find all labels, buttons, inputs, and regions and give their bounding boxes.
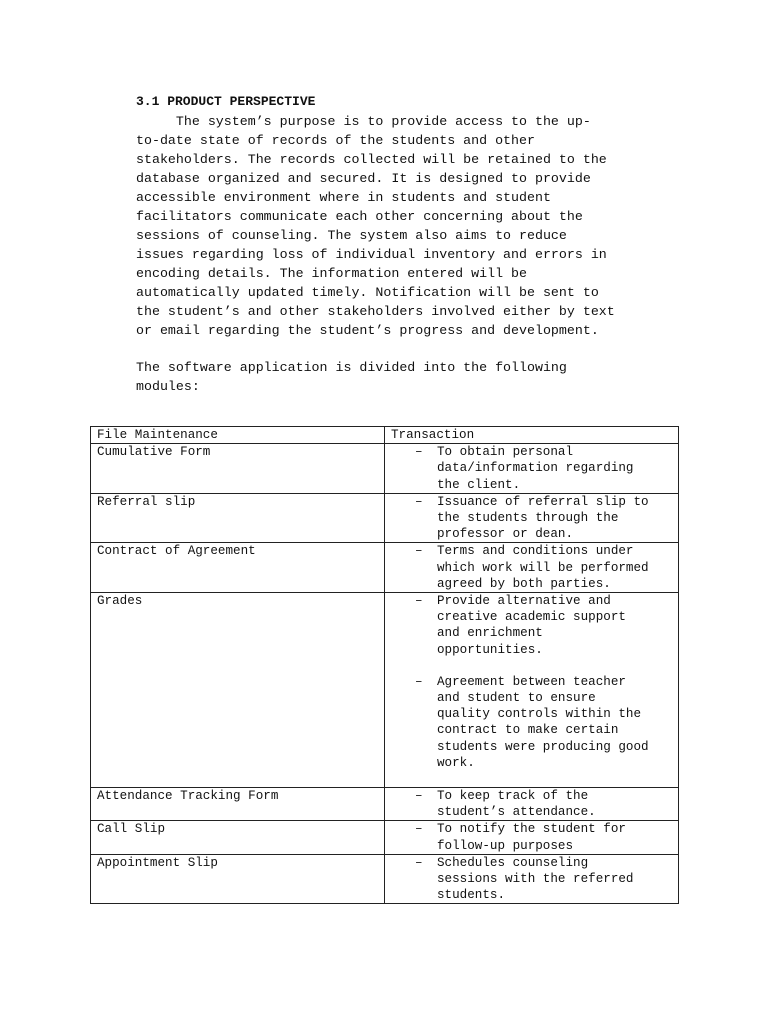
transaction-text-line: Provide alternative and <box>437 594 611 609</box>
module-name-cell <box>91 854 385 904</box>
paragraph-line: the student’s and other stakeholders involved either by text <box>136 304 615 319</box>
transaction-cell <box>385 493 679 543</box>
bullet-dash-icon: – <box>415 494 423 509</box>
paragraph-line: stakeholders. The records collected will be retained to the <box>136 152 607 167</box>
transaction-bullet <box>391 593 672 658</box>
table-row <box>91 543 679 593</box>
bullet-dash-icon: – <box>415 674 423 689</box>
modules-intro-paragraph <box>136 358 676 396</box>
module-name: Call Slip <box>97 822 166 837</box>
purpose-paragraph <box>136 112 676 340</box>
bullet-dash-icon: – <box>415 445 423 460</box>
paragraph-line: sessions of counseling. The system also aims to reduce <box>136 228 567 243</box>
paragraph-line: modules: <box>136 379 200 394</box>
module-name-cell <box>91 444 385 494</box>
paragraph-line: database organized and secured. It is designed to provide <box>136 171 591 186</box>
transaction-bullet <box>391 494 672 543</box>
module-name-cell <box>91 493 385 543</box>
transaction-text-line: data/information regarding <box>437 461 634 476</box>
transaction-text-line: Schedules counseling <box>437 855 589 870</box>
module-name-cell <box>91 593 385 788</box>
module-name-cell <box>91 788 385 821</box>
table-row <box>91 788 679 821</box>
transaction-bullet <box>391 788 672 820</box>
paragraph-line: to-date state of records of the students and other <box>136 133 535 148</box>
paragraph-line: accessible environment where in students and student <box>136 190 551 205</box>
module-name: Attendance Tracking Form <box>97 789 279 804</box>
transaction-text-line: students. <box>437 888 506 903</box>
paragraph-line: The system’s purpose is to provide access to the up- <box>136 114 591 129</box>
table-row <box>91 444 679 494</box>
transaction-bullet <box>391 543 672 592</box>
header-transaction: Transaction <box>385 427 679 444</box>
module-name: Appointment Slip <box>97 855 218 870</box>
modules-table <box>90 426 679 904</box>
transaction-text-line: To keep track of the <box>437 789 589 804</box>
transaction-text-line: work. <box>437 755 475 770</box>
table-row <box>91 854 679 904</box>
transaction-text-line: follow-up purposes <box>437 838 574 853</box>
paragraph-line: or email regarding the student’s progress and development. <box>136 323 599 338</box>
transaction-cell <box>385 444 679 494</box>
transaction-text-line: students were producing good <box>437 739 649 754</box>
table-row <box>91 493 679 543</box>
table-row <box>91 593 679 788</box>
transaction-text-line: Agreement between teacher <box>437 674 626 689</box>
transaction-cell <box>385 593 679 788</box>
transaction-text-line: sessions with the referred <box>437 872 634 887</box>
transaction-bullet <box>391 674 672 771</box>
transaction-text-line: Terms and conditions under <box>437 544 634 559</box>
module-name: Cumulative Form <box>97 445 211 460</box>
transaction-text-line: contract to make certain <box>437 723 619 738</box>
paragraph-line: facilitators communicate each other concerning about the <box>136 209 583 224</box>
transaction-text-line: the client. <box>437 477 521 492</box>
module-name: Contract of Agreement <box>97 544 256 559</box>
transaction-cell <box>385 854 679 904</box>
bullet-dash-icon: – <box>415 855 423 870</box>
transaction-cell <box>385 821 679 854</box>
transaction-text-line: Issuance of referral slip to <box>437 494 649 509</box>
transaction-text-line: and student to ensure <box>437 691 596 706</box>
transaction-text-line: student’s attendance. <box>437 805 596 820</box>
bullet-dash-icon: – <box>415 789 423 804</box>
paragraph-line: The software application is divided into the following <box>136 360 567 375</box>
section-heading: 3.1 PRODUCT PERSPECTIVE <box>136 94 316 109</box>
transaction-text-line: which work will be performed <box>437 560 649 575</box>
transaction-text-line: To obtain personal <box>437 445 574 460</box>
transaction-bullet <box>391 444 672 493</box>
transaction-text-line: agreed by both parties. <box>437 576 611 591</box>
table-row <box>91 821 679 854</box>
transaction-text-line: creative academic support <box>437 610 626 625</box>
module-name-cell <box>91 543 385 593</box>
transaction-text-line: and enrichment <box>437 626 543 641</box>
paragraph-line: automatically updated timely. Notification will be sent to <box>136 285 599 300</box>
bullet-dash-icon: – <box>415 594 423 609</box>
transaction-text-line: To notify the student for <box>437 822 626 837</box>
module-name: Referral slip <box>97 494 196 509</box>
bullet-dash-icon: – <box>415 822 423 837</box>
transaction-bullet <box>391 855 672 904</box>
paragraph-line: issues regarding loss of individual inventory and errors in <box>136 247 607 262</box>
transaction-cell <box>385 788 679 821</box>
transaction-bullet <box>391 821 672 853</box>
transaction-text-line: opportunities. <box>437 642 543 657</box>
module-name: Grades <box>97 594 143 609</box>
paragraph-line: encoding details. The information entered will be <box>136 266 527 281</box>
transaction-text-line: the students through the <box>437 511 619 526</box>
module-name-cell <box>91 821 385 854</box>
bullet-dash-icon: – <box>415 544 423 559</box>
transaction-cell <box>385 543 679 593</box>
table-header-row <box>91 427 679 444</box>
transaction-text-line: professor or dean. <box>437 527 574 542</box>
header-file-maintenance: File Maintenance <box>91 427 385 444</box>
transaction-text-line: quality controls within the <box>437 707 642 722</box>
